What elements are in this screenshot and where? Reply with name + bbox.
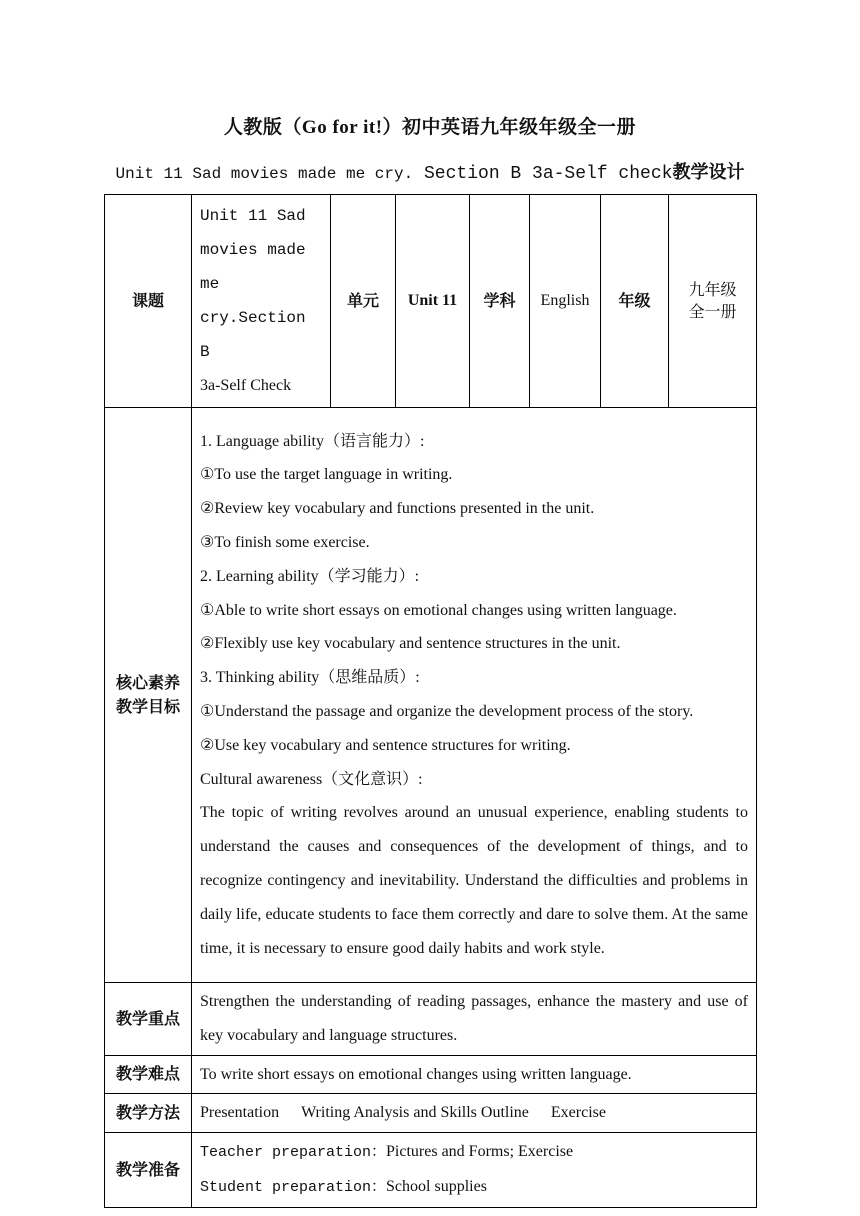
method-item: Exercise <box>550 1104 606 1122</box>
document-subtitle <box>0 158 860 184</box>
subject-value: English <box>530 195 601 408</box>
grade-label: 年级 <box>601 195 669 408</box>
method-item: Presentation <box>200 1104 280 1122</box>
topic-line: movies made me <box>200 241 306 293</box>
student-preparation-text: School supplies <box>386 1177 487 1195</box>
methods-row <box>105 1094 757 1133</box>
unit-value: Unit 11 <box>396 195 470 408</box>
student-preparation <box>200 1170 748 1205</box>
objective-line: ③To finish some exercise. <box>200 534 370 552</box>
topic-label: 课题 <box>105 195 192 408</box>
teacher-preparation-label: Teacher preparation： <box>200 1144 387 1162</box>
objectives-label <box>105 408 192 983</box>
difficulties-row <box>105 1055 757 1094</box>
method-item: Writing Analysis and Skills Outline <box>301 1104 529 1122</box>
lesson-plan-table <box>104 194 757 1208</box>
info-row <box>105 195 757 408</box>
objective-line: Cultural awareness（文化意识）: <box>200 770 423 788</box>
methods-text <box>192 1094 757 1133</box>
objective-line: ①To use the target language in writing. <box>200 466 453 484</box>
objective-line: 2. Learning ability（学习能力）: <box>200 567 420 585</box>
teacher-preparation <box>200 1135 748 1170</box>
subject-label: 学科 <box>470 195 530 408</box>
topic-line: cry.Section B <box>200 309 306 361</box>
topic-value <box>192 195 331 408</box>
objective-line: 3. Thinking ability（思维品质）: <box>200 669 420 687</box>
grade-value <box>669 195 757 408</box>
grade-line: 全一册 <box>688 302 737 321</box>
student-preparation-label: Student preparation： <box>200 1178 387 1196</box>
objective-line: 1. Language ability（语言能力）: <box>200 432 425 450</box>
difficulties-text: To write short essays on emotional changes using written language. <box>192 1055 757 1094</box>
preparation-row <box>105 1133 757 1208</box>
document-title: 人教版（Go for it!）初中英语九年级年级全一册 <box>223 117 637 138</box>
key-points-label: 教学重点 <box>105 983 192 1056</box>
topic-line: 3a-Self Check <box>200 377 292 394</box>
subtitle-section: Section B 3a-Self check <box>413 164 673 184</box>
topic-line: Unit 11 Sad <box>200 207 306 225</box>
key-points-text: Strengthen the understanding of reading passages, enhance the mastery and use of key vocabulary and language structures. <box>192 983 757 1056</box>
teacher-preparation-text: Pictures and Forms; Exercise <box>386 1143 574 1161</box>
objective-line: ②Review key vocabulary and functions presented in the unit. <box>200 500 595 518</box>
methods-label: 教学方法 <box>105 1094 192 1133</box>
cultural-awareness-paragraph: The topic of writing revolves around an unusual experience, enabling students to understand the causes and consequences of the development of things, and to recognize contingency and inevitability. Understand the difficulties and problems in daily life, educate students to face them correctly and dare to solve them. At the same time, it is necessary to ensure good daily habits and work style. <box>200 804 748 957</box>
subtitle-unit: Unit 11 Sad movies made me cry. <box>115 165 414 183</box>
unit-label: 单元 <box>331 195 396 408</box>
objectives-label-line: 教学目标 <box>115 697 180 716</box>
objectives-content <box>192 408 757 983</box>
objectives-label-line: 核心素养 <box>115 673 180 692</box>
objective-line: ①Able to write short essays on emotional changes using written language. <box>200 601 677 619</box>
preparation-label: 教学准备 <box>105 1133 192 1208</box>
grade-line: 九年级 <box>688 280 737 299</box>
key-points-row <box>105 983 757 1056</box>
subtitle-design: 教学设计 <box>672 162 745 182</box>
objective-line: ②Flexibly use key vocabulary and sentence structures in the unit. <box>200 635 621 653</box>
preparation-text <box>192 1133 757 1208</box>
objective-line: ②Use key vocabulary and sentence structures for writing. <box>200 736 571 754</box>
difficulties-label: 教学难点 <box>105 1055 192 1094</box>
objective-line: ①Understand the passage and organize the development process of the story. <box>200 703 694 720</box>
objectives-row <box>105 408 757 983</box>
